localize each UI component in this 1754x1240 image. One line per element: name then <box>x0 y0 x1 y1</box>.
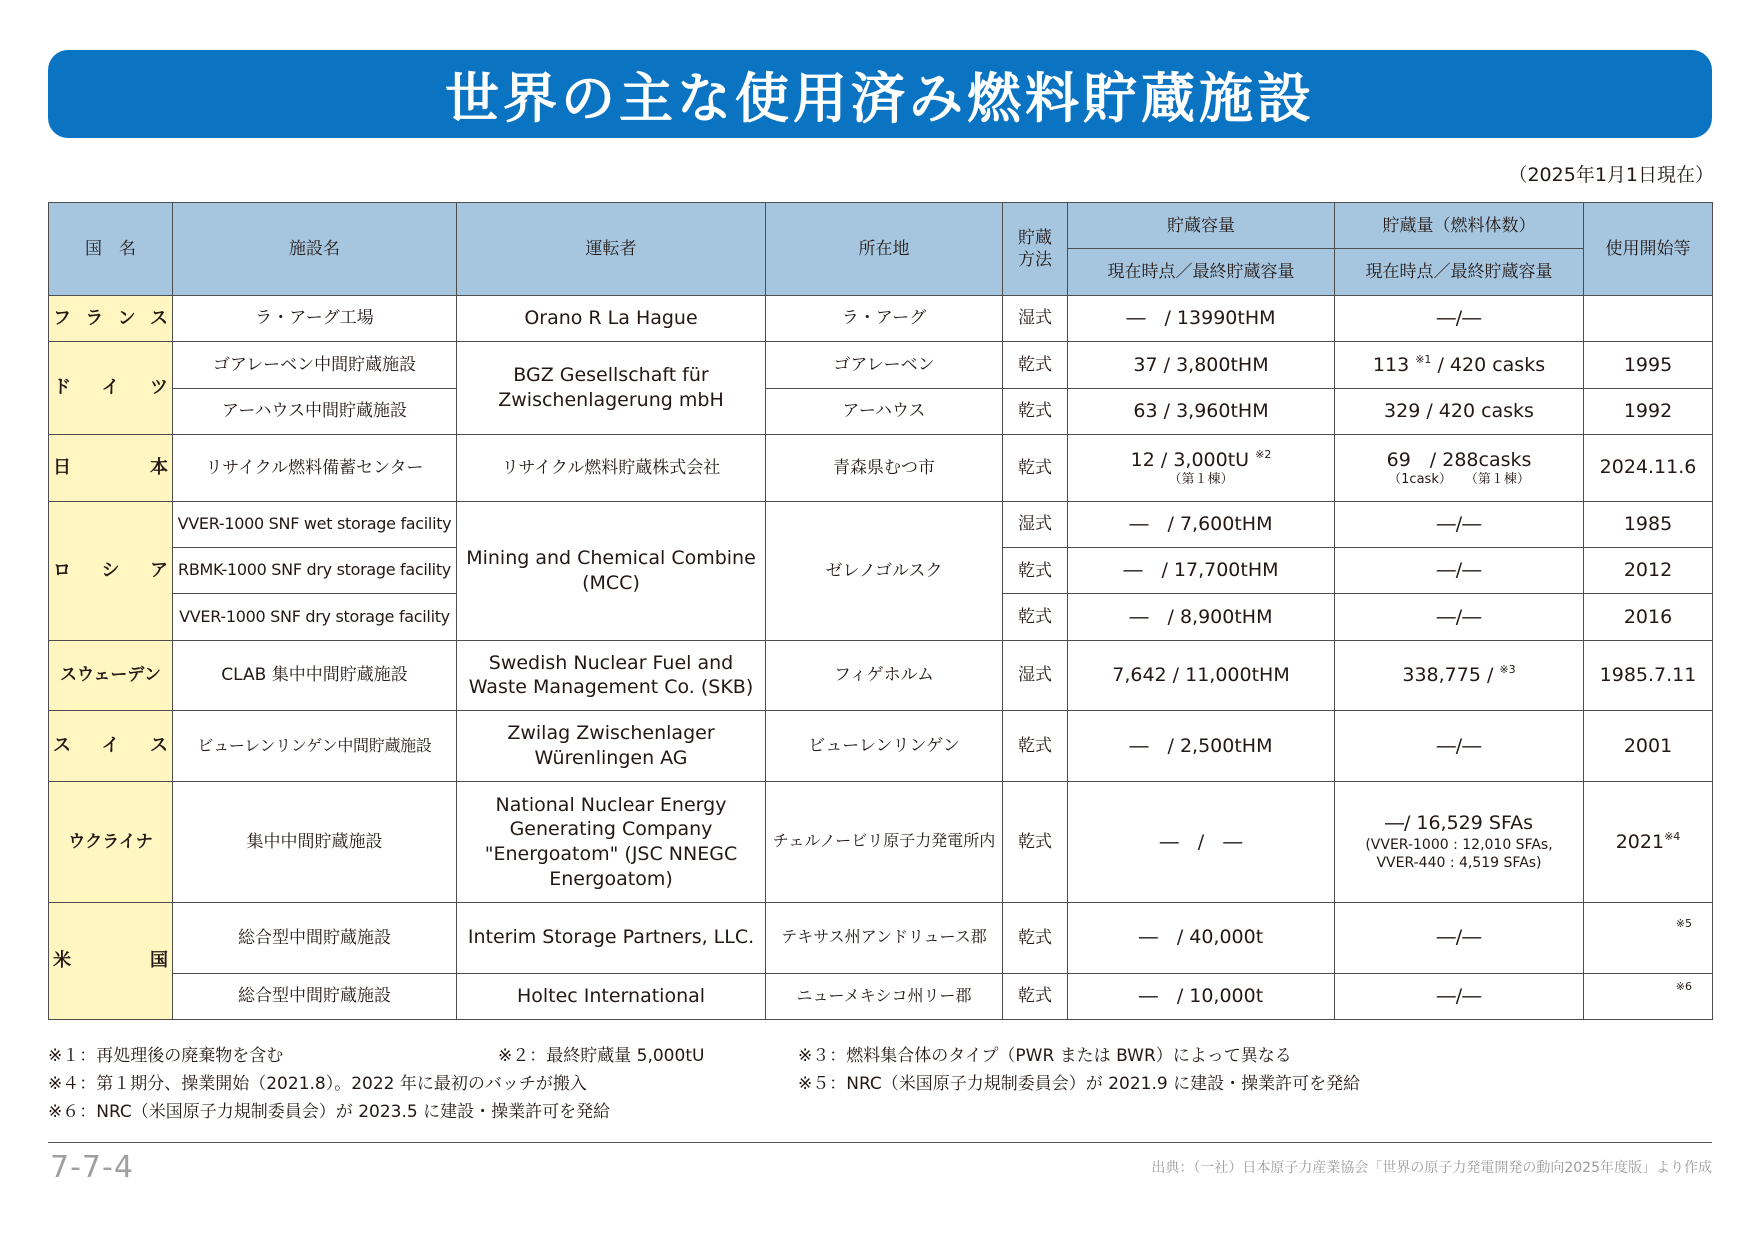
facility-name: 総合型中間貯蔵施設 <box>173 902 457 973</box>
storage-method: 湿式 <box>1003 640 1068 711</box>
storage-method: 乾式 <box>1003 902 1068 973</box>
start-year <box>1584 295 1713 341</box>
table-row-germany-2 <box>49 388 1713 434</box>
operator: BGZ Gesellschaft für Zwischenlagerung mbH <box>457 342 766 435</box>
location: フィゲホルム <box>766 640 1003 711</box>
location: ゴアレーベン <box>766 342 1003 388</box>
start-year: 2001 <box>1584 711 1713 782</box>
storage-capacity: ― / 13990tHM <box>1068 295 1335 341</box>
footnote-4: ※４：第１期分、操業開始（2021.8）。2022 年に最初のバッチが搬入 <box>48 1074 587 1094</box>
header-country: 国 名 <box>49 203 173 296</box>
footnotes <box>48 1042 1712 1126</box>
operator: Orano R La Hague <box>457 295 766 341</box>
footnote-mark: ※2 <box>1255 447 1272 461</box>
table-row-japan <box>49 434 1713 501</box>
country-france: フ ラ ン ス <box>49 295 173 341</box>
facility-name: CLAB 集中中間貯蔵施設 <box>173 640 457 711</box>
location: ゼレノゴルスク <box>766 501 1003 640</box>
table-row-switzerland <box>49 711 1713 782</box>
start-year <box>1584 973 1713 1020</box>
operator: National Nuclear Energy Generating Company "Energoatom" (JSC NNEGC Energoatom) <box>457 781 766 902</box>
facility-name: 総合型中間貯蔵施設 <box>173 973 457 1020</box>
footnote-mark: ※4 <box>1664 829 1681 843</box>
location: アーハウス <box>766 388 1003 434</box>
country-usa: 米 国 <box>49 902 173 1019</box>
storage-amount: 329 / 420 casks <box>1335 388 1584 434</box>
footnote-3: ※３：燃料集合体のタイプ（PWR または BWR）によって異なる <box>798 1046 1292 1066</box>
facility-name: RBMK-1000 SNF dry storage facility <box>173 547 457 593</box>
storage-method: 乾式 <box>1003 594 1068 640</box>
storage-method: 乾式 <box>1003 547 1068 593</box>
operator: Swedish Nuclear Fuel and Waste Management Co. (SKB) <box>457 640 766 711</box>
storage-amount: ―/― <box>1335 501 1584 547</box>
country-ukraine: ウクライナ <box>49 781 173 902</box>
storage-method: 乾式 <box>1003 388 1068 434</box>
as-of-date: （2025年1月1日現在） <box>1508 164 1714 186</box>
storage-method: 乾式 <box>1003 342 1068 388</box>
storage-amount: ―/― <box>1335 711 1584 782</box>
country-japan: 日 本 <box>49 434 173 501</box>
facility-name: リサイクル燃料備蓄センター <box>173 434 457 501</box>
operator: Mining and Chemical Combine (MCC) <box>457 501 766 640</box>
storage-capacity: ― / 2,500tHM <box>1068 711 1335 782</box>
storage-method: 乾式 <box>1003 711 1068 782</box>
storage-capacity: ― / 8,900tHM <box>1068 594 1335 640</box>
facility-name: ビューレンリンゲン中間貯蔵施設 <box>173 711 457 782</box>
start-year: 1985.7.11 <box>1584 640 1713 711</box>
storage-amount: 113 $^{※1}$ / 420 casks <box>1335 342 1584 388</box>
title-banner <box>48 50 1712 138</box>
footnote-mark: ※5 <box>1675 916 1692 930</box>
country-russia: ロ シ ア <box>49 501 173 640</box>
storage-method: 湿式 <box>1003 295 1068 341</box>
storage-amount: ―/― <box>1335 547 1584 593</box>
footnote-2: ※２：最終貯蔵量 5,000tU <box>498 1046 705 1066</box>
start-year: 2021$^{※4}$ <box>1584 781 1713 902</box>
storage-capacity: 63 / 3,960tHM <box>1068 388 1335 434</box>
table-row-usa-2 <box>49 973 1713 1020</box>
storage-capacity: 37 / 3,800tHM <box>1068 342 1335 388</box>
start-year: 2024.11.6 <box>1584 434 1713 501</box>
country-switzerland: ス イ ス <box>49 711 173 782</box>
storage-amount: ―/― <box>1335 594 1584 640</box>
location: テキサス州アンドリュース郡 <box>766 902 1003 973</box>
header-method: 貯蔵 方法 <box>1003 203 1068 296</box>
start-year: 2016 <box>1584 594 1713 640</box>
storage-capacity: ― / 7,600tHM <box>1068 501 1335 547</box>
start-year <box>1584 902 1713 973</box>
table-row-france <box>49 295 1713 341</box>
header-location: 所在地 <box>766 203 1003 296</box>
header-amount-sub: 現在時点／最終貯蔵容量 <box>1335 249 1584 295</box>
storage-amount: ―/― <box>1335 902 1584 973</box>
storage-capacity: 12 / 3,000tU $^{※2}$ （第１棟） <box>1068 434 1335 501</box>
storage-amount: ―/― <box>1335 973 1584 1020</box>
facility-name: 集中中間貯蔵施設 <box>173 781 457 902</box>
storage-capacity: ― / 10,000t <box>1068 973 1335 1020</box>
header-capacity: 貯蔵容量 <box>1068 203 1335 249</box>
location: チェルノービリ原子力発電所内 <box>766 781 1003 902</box>
storage-amount: ―/― <box>1335 295 1584 341</box>
country-germany: ド イ ツ <box>49 342 173 435</box>
footnote-5: ※５：NRC（米国原子力規制委員会）が 2021.9 に建設・操業許可を発給 <box>798 1074 1361 1094</box>
storage-method: 湿式 <box>1003 501 1068 547</box>
storage-amount: 338,775 / $^{※3}$ <box>1335 640 1584 711</box>
facility-name: VVER-1000 SNF dry storage facility <box>173 594 457 640</box>
storage-capacity: ― / 40,000t <box>1068 902 1335 973</box>
location: ビューレンリンゲン <box>766 711 1003 782</box>
start-year: 1992 <box>1584 388 1713 434</box>
operator: Zwilag Zwischenlager Würenlingen AG <box>457 711 766 782</box>
facility-name: アーハウス中間貯蔵施設 <box>173 388 457 434</box>
facility-name: ラ・アーグ工場 <box>173 295 457 341</box>
operator: Holtec International <box>457 973 766 1020</box>
operator: リサイクル燃料貯蔵株式会社 <box>457 434 766 501</box>
table-row-russia-1 <box>49 501 1713 547</box>
storage-method: 乾式 <box>1003 434 1068 501</box>
footnote-1: ※１：再処理後の廃棄物を含む <box>48 1046 284 1066</box>
storage-method: 乾式 <box>1003 973 1068 1020</box>
start-year: 1995 <box>1584 342 1713 388</box>
footer-divider <box>48 1142 1712 1143</box>
page-title: 世界の主な使用済み燃料貯蔵施設 <box>445 66 1315 130</box>
header-operator: 運転者 <box>457 203 766 296</box>
table-row-ukraine <box>49 781 1713 902</box>
source-citation: 出典：（一社）日本原子力産業協会「世界の原子力発電開発の動向2025年度版」より作成 <box>1151 1160 1712 1176</box>
storage-capacity: 7,642 / 11,000tHM <box>1068 640 1335 711</box>
location: 青森県むつ市 <box>766 434 1003 501</box>
country-sweden: スウェーデン <box>49 640 173 711</box>
start-year: 2012 <box>1584 547 1713 593</box>
storage-facilities-table <box>48 202 1713 1020</box>
operator: Interim Storage Partners, LLC. <box>457 902 766 973</box>
facility-name: ゴアレーベン中間貯蔵施設 <box>173 342 457 388</box>
header-capacity-sub: 現在時点／最終貯蔵容量 <box>1068 249 1335 295</box>
table-row-germany-1 <box>49 342 1713 388</box>
header-amount: 貯蔵量（燃料体数） <box>1335 203 1584 249</box>
footnote-mark: ※6 <box>1675 979 1692 993</box>
table-row-usa-1 <box>49 902 1713 973</box>
header-start: 使用開始等 <box>1584 203 1713 296</box>
header-row <box>49 203 1713 249</box>
footnote-mark: ※1 <box>1415 352 1432 366</box>
facility-name: VVER-1000 SNF wet storage facility <box>173 501 457 547</box>
header-facility: 施設名 <box>173 203 457 296</box>
storage-amount: ―/ 16,529 SFAs (VVER-1000 : 12,010 SFAs, VVER-440 : 4,519 SFAs) <box>1335 781 1584 902</box>
footnote-6: ※６：NRC（米国原子力規制委員会）が 2023.5 に建設・操業許可を発給 <box>48 1102 611 1122</box>
start-year: 1985 <box>1584 501 1713 547</box>
table-row-sweden <box>49 640 1713 711</box>
location: ニューメキシコ州リー郡 <box>766 973 1003 1020</box>
storage-capacity: ― / ― <box>1068 781 1335 902</box>
storage-capacity: ― / 17,700tHM <box>1068 547 1335 593</box>
footnote-mark: ※3 <box>1499 663 1516 677</box>
location: ラ・アーグ <box>766 295 1003 341</box>
storage-amount: 69 / 288casks （1cask） （第１棟） <box>1335 434 1584 501</box>
page-number: 7-7-4 <box>50 1150 134 1185</box>
storage-method: 乾式 <box>1003 781 1068 902</box>
